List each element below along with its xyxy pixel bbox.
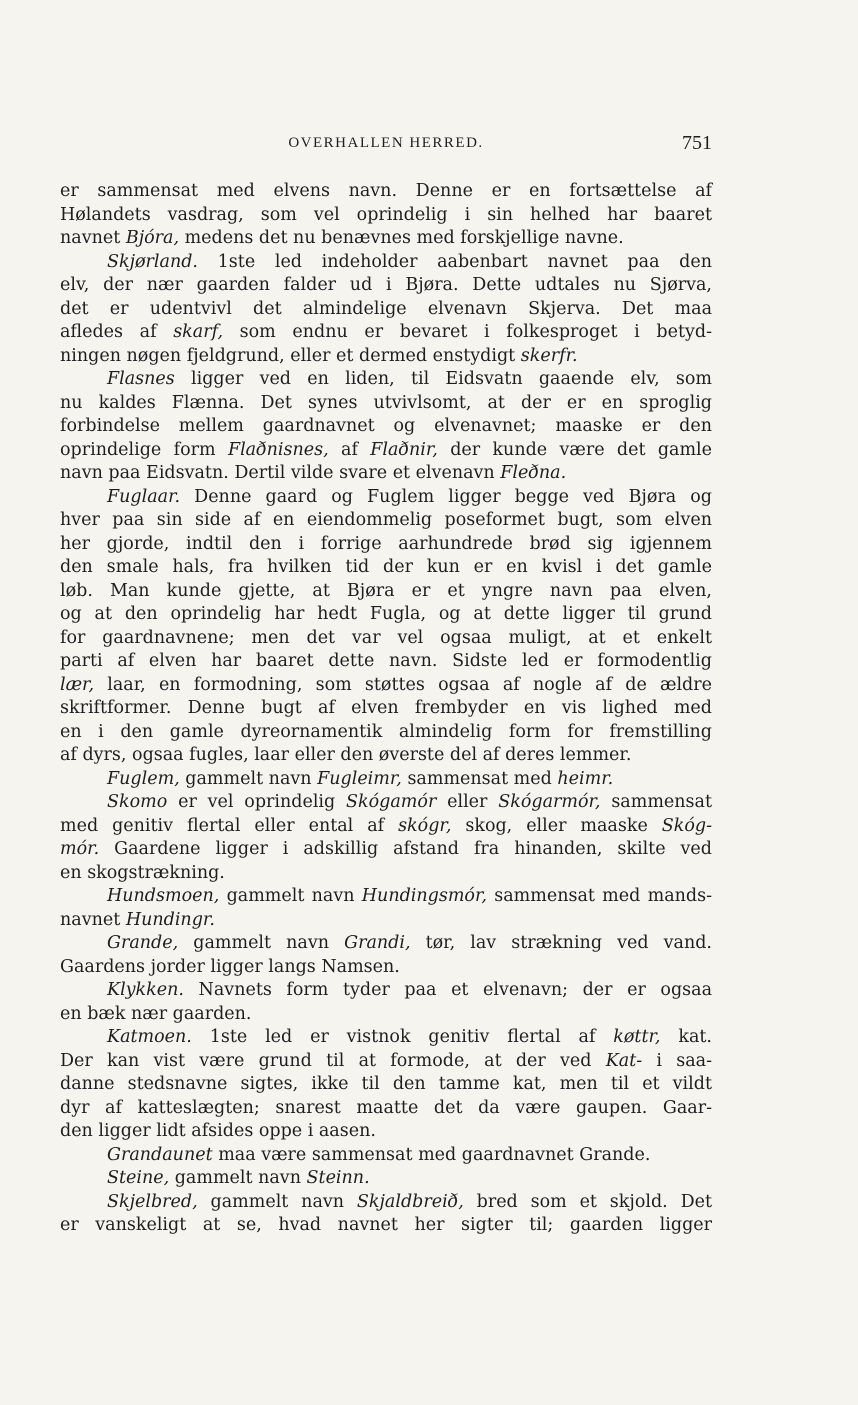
text-run: gammelt navn [169, 1168, 307, 1188]
text-run: Navnets form tyder paa et elvenavn; der er ogsaa [183, 980, 712, 1000]
text-line [60, 1073, 712, 1097]
text-run: 1ste led er vistnok genitiv flertal af [191, 1027, 614, 1047]
italic-term: køttr, [613, 1027, 661, 1047]
text-run: sammensat med mands- [486, 886, 712, 906]
italic-term: Hundingsmór, [361, 886, 487, 906]
text-run: Gaardene ligger i adskillig afstand fra hinanden, skilte ved [99, 839, 712, 859]
text-line [60, 627, 712, 651]
text-run: skog, eller maaske [451, 815, 662, 836]
text-run: Hølandets vasdrag, som vel oprindelig i sin helhed har baaret [60, 204, 712, 225]
text-line [60, 838, 712, 862]
text-line [60, 486, 712, 510]
text-run: en bæk nær gaarden. [60, 1003, 252, 1024]
text-line [60, 768, 712, 792]
text-run: kat. [660, 1027, 712, 1047]
text-line [60, 556, 712, 580]
text-line [60, 368, 712, 392]
text-run: gammelt navn [219, 886, 362, 906]
text-line [60, 744, 712, 768]
text-run: en skogstrækning. [60, 862, 225, 883]
text-line [60, 533, 712, 557]
text-run: navnet [60, 909, 126, 930]
text-run: ningen nøgen fjeldgrund, eller et dermed enstydigt [60, 345, 521, 366]
italic-term: skógr, [398, 815, 452, 836]
italic-term: mór. [60, 839, 100, 859]
text-run: navnet [60, 228, 126, 248]
text-run: maa være sammensat med gaardnavnet Grande. [212, 1144, 651, 1165]
text-line [60, 885, 712, 909]
text-run: er vanskeligt at se, hvad navnet her sigter til; gaarden ligger [60, 1215, 712, 1235]
text-line [60, 979, 712, 1003]
text-line [60, 697, 712, 721]
text-line [60, 1097, 712, 1121]
italic-term: Skógarmór, [498, 792, 601, 812]
text-line [60, 509, 712, 533]
italic-term: skerfr. [520, 345, 578, 366]
text-run: gammelt navn [178, 933, 345, 953]
italic-term: Flaðnisnes, [227, 439, 329, 460]
text-line [60, 274, 712, 298]
text-run: den ligger lidt afsides oppe i aasen. [60, 1121, 376, 1141]
text-line [60, 909, 712, 933]
italic-term: Fuglaar. [107, 486, 181, 507]
text-line [60, 392, 712, 416]
italic-term: Flaðnir, [370, 439, 438, 460]
italic-term: Skógamór [346, 792, 437, 812]
page-header [60, 132, 712, 159]
text-run: nu kaldes Flænna. Det synes utvivlsomt, at der er en sproglig [60, 392, 712, 413]
text-run: sammensat med [401, 768, 558, 789]
text-run: dyr af katteslægten; snarest maatte det da være gaupen. Gaar- [60, 1097, 712, 1118]
italic-term: Flasnes [107, 369, 175, 389]
italic-term: skarf, [173, 322, 224, 342]
text-run: løb. Man kunde gjette, at Bjøra er et yngre navn paa elven, [60, 580, 712, 601]
italic-term: Skjørland. [107, 251, 198, 272]
text-run: hver paa sin side af en eiendommelig poseformet bugt, som elven [60, 510, 712, 530]
page-number: 751 [682, 132, 712, 154]
italic-term: Steine, [107, 1168, 170, 1188]
text-line [60, 298, 712, 322]
italic-term: Hundingr. [125, 909, 215, 930]
text-run: ligger ved en liden, til Eidsvatn gaaende elv, som [174, 369, 712, 389]
text-line [60, 345, 712, 369]
text-line [60, 415, 712, 439]
italic-term: Bjóra, [125, 228, 180, 248]
text-line [60, 815, 712, 839]
text-run: gammelt navn [197, 1191, 357, 1212]
text-run: er sammensat med elvens navn. Denne er en fortsættelse af [60, 181, 712, 201]
text-run: tør, lav strækning ved vand. [410, 933, 712, 953]
italic-term: lær, [60, 674, 95, 695]
italic-term: Katmoen. [107, 1027, 192, 1047]
text-run: afledes af [60, 322, 174, 342]
italic-term: heimr. [557, 768, 614, 789]
italic-term: Steinn. [306, 1168, 370, 1188]
text-run: den smale hals, fra hvilken tid der kun er en kvisl i det gamle [60, 557, 712, 577]
text-run: en i den gamle dyreornamentik almindelig form for fremstilling [60, 721, 712, 742]
text-line [60, 650, 712, 674]
text-run: elv, der nær gaarden falder ud i Bjøra. Dette udtales nu Sjørva, [60, 275, 712, 295]
text-run: parti af elven har baaret dette navn. Sidste led er formodentlig [60, 651, 712, 671]
italic-term: Grandi, [344, 933, 411, 953]
text-run: her gjorde, indtil den i forrige aarhundrede brød sig igjennem [60, 533, 712, 554]
text-line [60, 1167, 712, 1191]
text-run: i saa- [642, 1050, 713, 1071]
text-run: med genitiv flertal eller ental af [60, 815, 399, 836]
body-text [60, 180, 712, 1238]
italic-term: Fuglem, [107, 768, 180, 789]
italic-term: Skóg- [661, 815, 712, 836]
text-line [60, 956, 712, 980]
text-line [60, 227, 712, 251]
italic-term: Hundsmoen, [107, 886, 220, 906]
text-run: af dyrs, ogsaa fugles, laar eller den øverste del af deres lemmer. [60, 745, 632, 765]
text-line [60, 1003, 712, 1027]
text-run: Denne gaard og Fuglem ligger begge ved Bjøra og [180, 486, 712, 507]
text-run: det er udentvivl det almindelige elvenavn Skjerva. Det maa [60, 298, 712, 319]
italic-term: Skjelbred, [107, 1191, 198, 1212]
text-line [60, 204, 712, 228]
running-head: OVERHALLEN HERRED. [288, 135, 484, 151]
text-run: af [328, 439, 371, 460]
text-run: 1ste led indeholder aabenbart navnet paa den [198, 251, 712, 272]
text-run: eller [436, 792, 499, 812]
text-run: og at den oprindelig har hedt Fugla, og at dette ligger til grund [60, 604, 712, 624]
text-line [60, 674, 712, 698]
text-run: er vel oprindelig [167, 792, 347, 812]
text-line [60, 1120, 712, 1144]
italic-term: Fleðna. [500, 463, 567, 483]
italic-term: Kat- [605, 1050, 643, 1071]
text-run: Gaardens jorder ligger langs Namsen. [60, 956, 400, 977]
italic-term: Grande, [107, 933, 179, 953]
text-line [60, 1191, 712, 1215]
text-line [60, 1214, 712, 1238]
text-run: medens det nu benævnes med forskjellige navne. [179, 228, 624, 248]
text-line [60, 932, 712, 956]
text-line [60, 791, 712, 815]
text-line [60, 580, 712, 604]
text-run: skriftformer. Denne bugt af elven frembyder en vis lighed med [60, 698, 712, 718]
italic-term: Grandaunet [107, 1144, 213, 1165]
text-line [60, 1050, 712, 1074]
text-line [60, 721, 712, 745]
text-run: laar, en formodning, som støttes ogsaa af nogle af de ældre [94, 674, 712, 695]
text-run: for gaardnavnene; men det var vel ogsaa muligt, at et enkelt [60, 627, 712, 648]
text-line [60, 603, 712, 627]
italic-term: Klykken. [107, 980, 184, 1000]
text-line [60, 1026, 712, 1050]
text-run: som endnu er bevaret i folkesproget i betyd- [223, 322, 713, 342]
text-run: forbindelse mellem gaardnavnet og elvenavnet; maaske er den [60, 416, 712, 436]
text-line [60, 1144, 712, 1168]
text-line [60, 180, 712, 204]
text-run: gammelt navn [179, 768, 318, 789]
text-line [60, 321, 712, 345]
text-run: oprindelige form [60, 439, 228, 460]
italic-term: Skjaldbreið, [356, 1191, 464, 1212]
italic-term: Fugleimr, [317, 768, 402, 789]
text-run: bred som et skjold. Det [463, 1191, 712, 1212]
italic-term: Skomo [107, 792, 168, 812]
text-run: navn paa Eidsvatn. Dertil vilde svare et elvenavn [60, 463, 501, 483]
text-run: der kunde være det gamle [437, 439, 712, 460]
text-run: sammensat [600, 792, 712, 812]
text-line [60, 462, 712, 486]
text-line [60, 439, 712, 463]
text-run: Der kan vist være grund til at formode, at der ved [60, 1050, 606, 1071]
text-line [60, 251, 712, 275]
text-line [60, 862, 712, 886]
text-run: danne stedsnavne sigtes, ikke til den tamme kat, men til et vildt [60, 1074, 712, 1094]
